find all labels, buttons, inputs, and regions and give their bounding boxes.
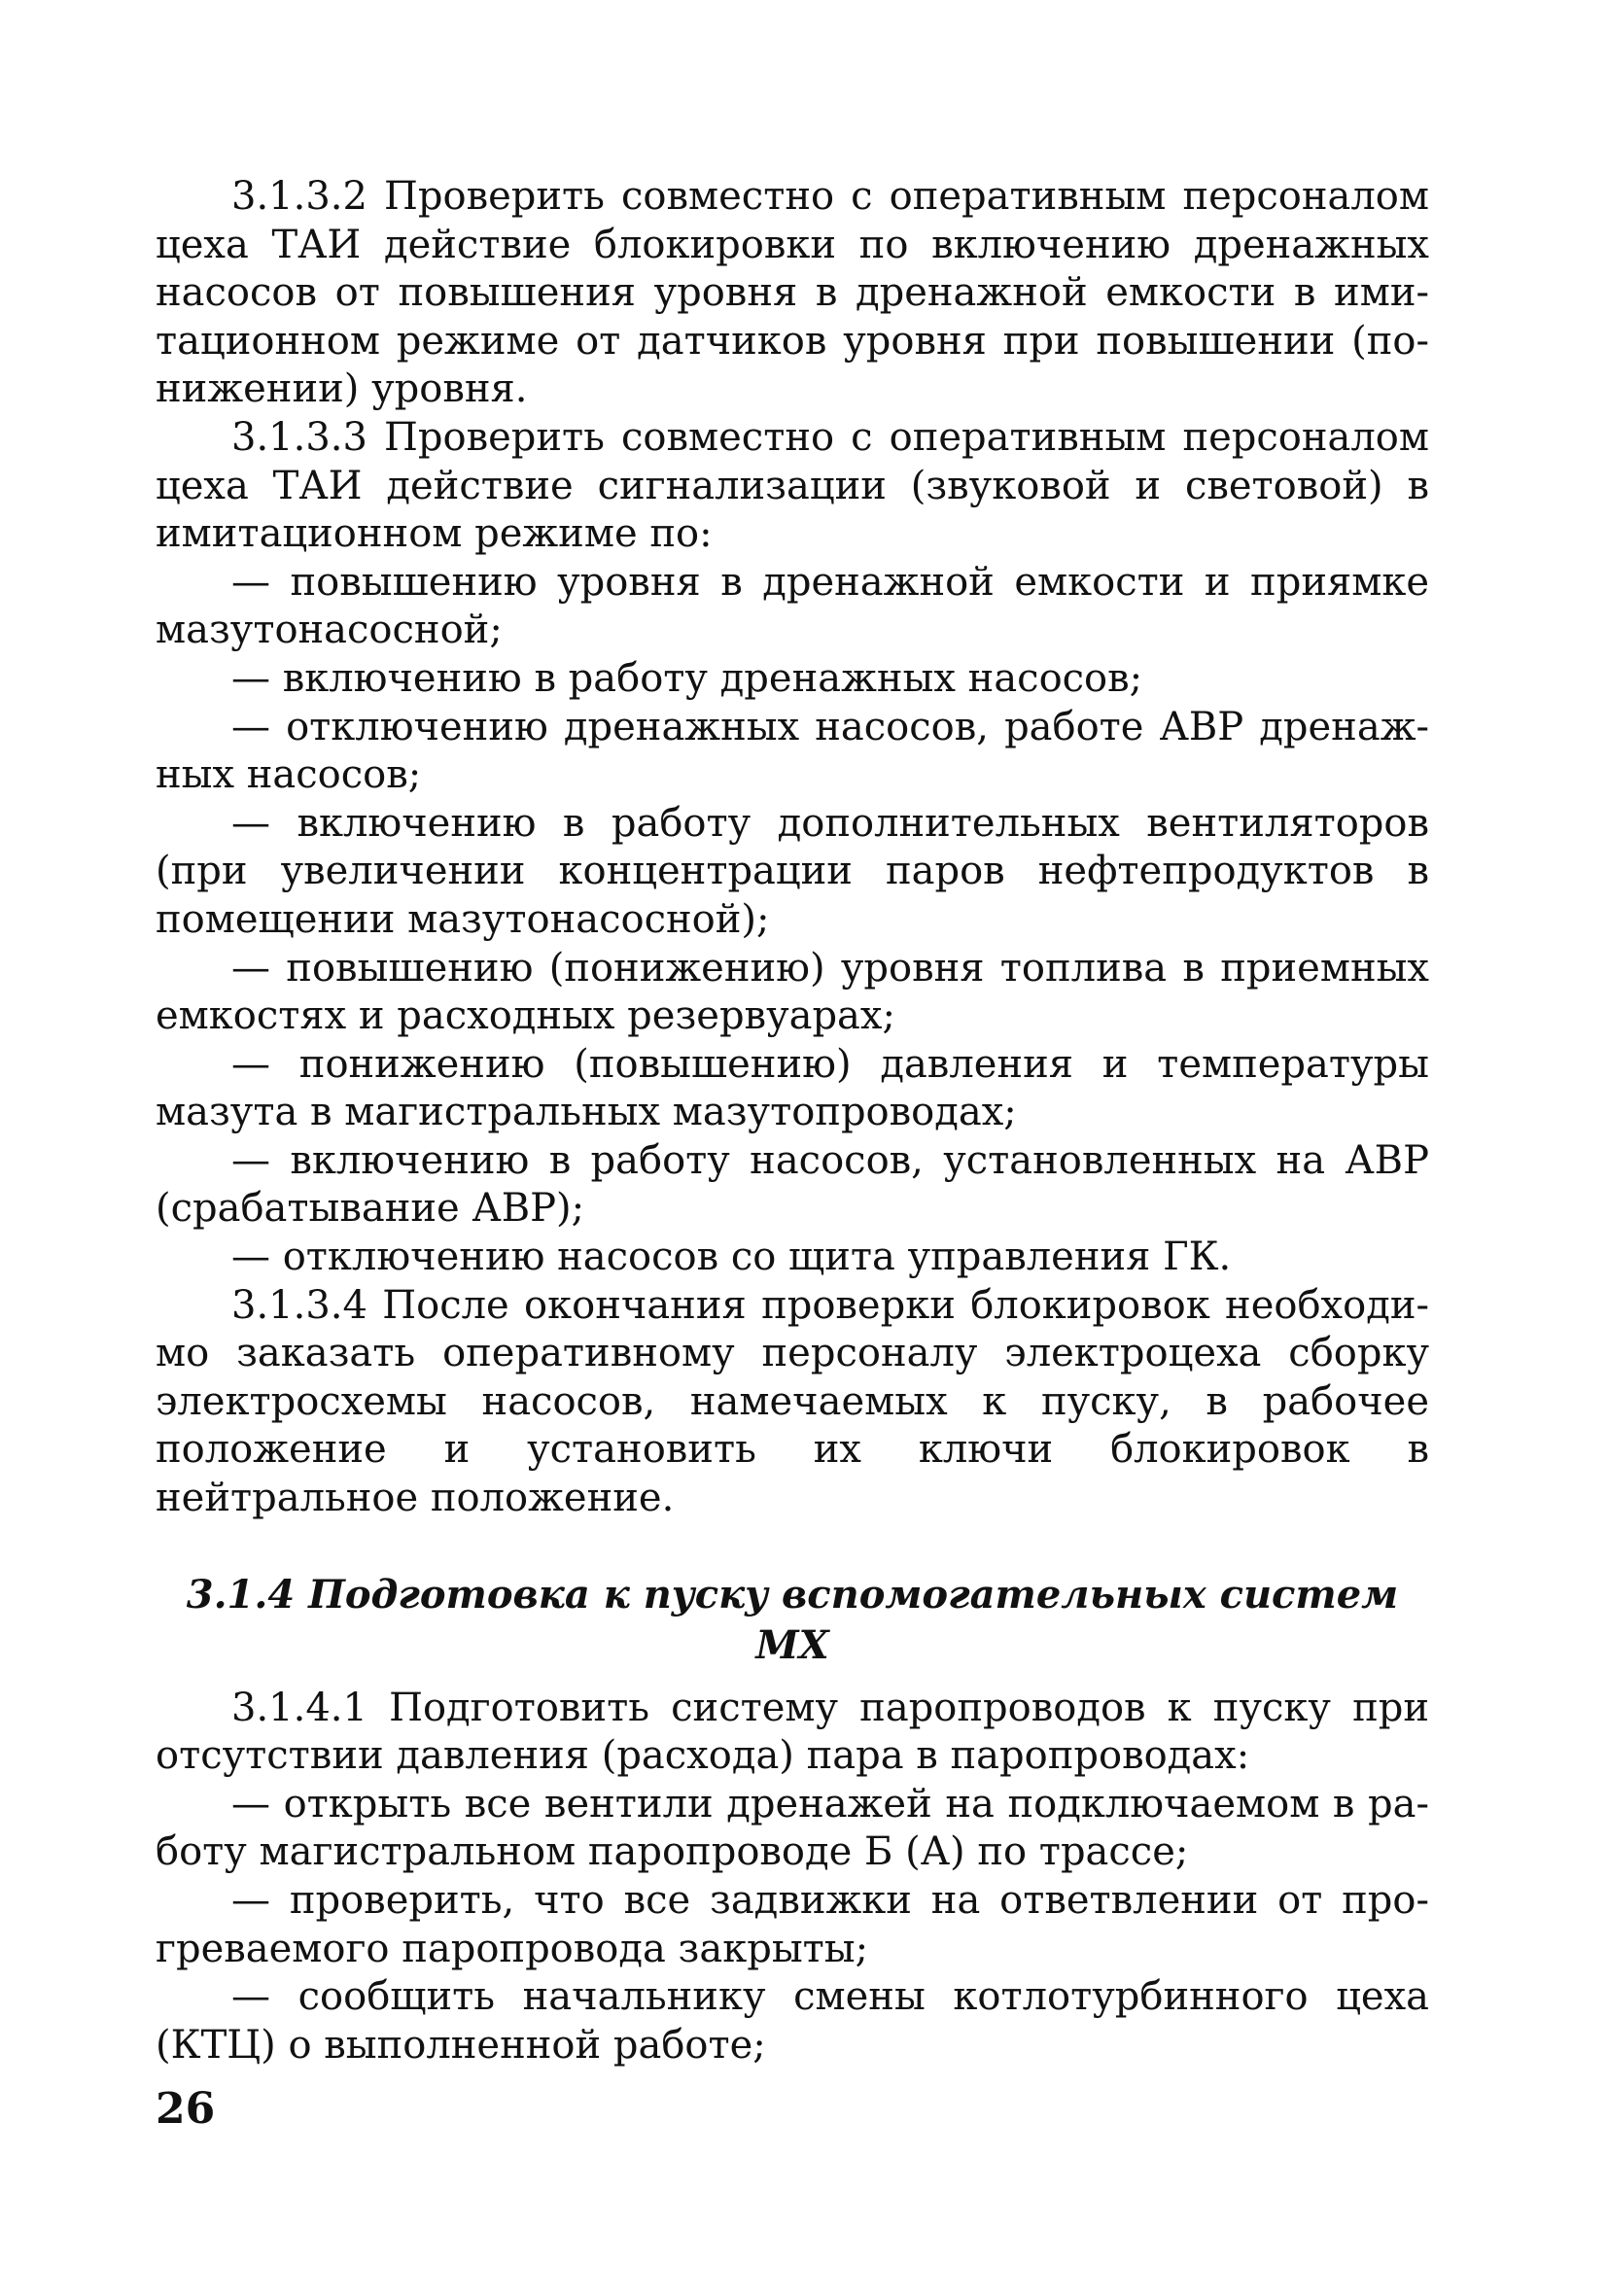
paragraph-3-1-3-4: 3.1.3.4 После окончания проверки блокировок необходимо заказать оперативному персоналу электроцеха сборку электросхемы насосов, намечаемых к пуску, в рабочее положение и установить их ключи блокировок в нейтральное положение.: [156, 1282, 1429, 1521]
list-item: — сообщить начальнику смены котлотурбинного цеха (КТЦ) о выполненной работе;: [156, 1974, 1429, 2068]
list-item: — включению в работу дополнительных вентиляторов (при увеличении концентрации паров нефтепродуктов в помещении мазутонасосной);: [156, 800, 1429, 942]
paragraph-3-1-3-3: 3.1.3.3 Проверить совместно с оперативным персоналом цеха ТАИ действие сигнализации (звуковой и световой) в имитационном режиме по:: [156, 414, 1429, 557]
list-item: — понижению (повышению) давления и температуры мазута в магистральных мазутопроводах;: [156, 1041, 1429, 1135]
list-item: — отключению насосов со щита управления ГК.: [231, 1235, 1232, 1280]
list-item: — повышению уровня в дренажной емкости и приямке мазутонасосной;: [156, 559, 1429, 653]
list-item: — включению в работу насосов, установленных на АВР (срабатывание АВР);: [156, 1137, 1429, 1232]
list-item: — включению в работу дренажных насосов;: [231, 655, 1143, 701]
list-item: — повышению (понижению) уровня топлива в приемных емкостях и расходных резервуарах;: [156, 945, 1429, 1039]
page-number: 26: [156, 2084, 216, 2134]
list-item: — проверить, что все задвижки на ответвлении от прогреваемого паропровода закрыты;: [156, 1878, 1429, 1971]
section-heading: 3.1.4 Подготовка к пуску вспомогательных систем МХ: [186, 1571, 1399, 1668]
paragraph-3-1-3-2: 3.1.3.2 Проверить совместно с оперативным персоналом цеха ТАИ действие блокировки по включению дренажных насосов от повышения уровня в дренажной емкости в имитационном режиме от датчиков уровня при повышении (понижении) уровня.: [156, 174, 1429, 412]
list-item: — отключению дренажных насосов, работе АВР дренажных насосов;: [156, 704, 1429, 798]
list-item: — открыть все вентили дренажей на подключаемом в работу магистральном паропроводе Б (А) по трассе;: [156, 1781, 1429, 1875]
document-page: [156, 173, 1429, 2070]
paragraph-3-1-4-1: 3.1.4.1 Подготовить систему паропроводов к пуску при отсутствии давления (расхода) пара в паропроводах:: [156, 1685, 1429, 1779]
